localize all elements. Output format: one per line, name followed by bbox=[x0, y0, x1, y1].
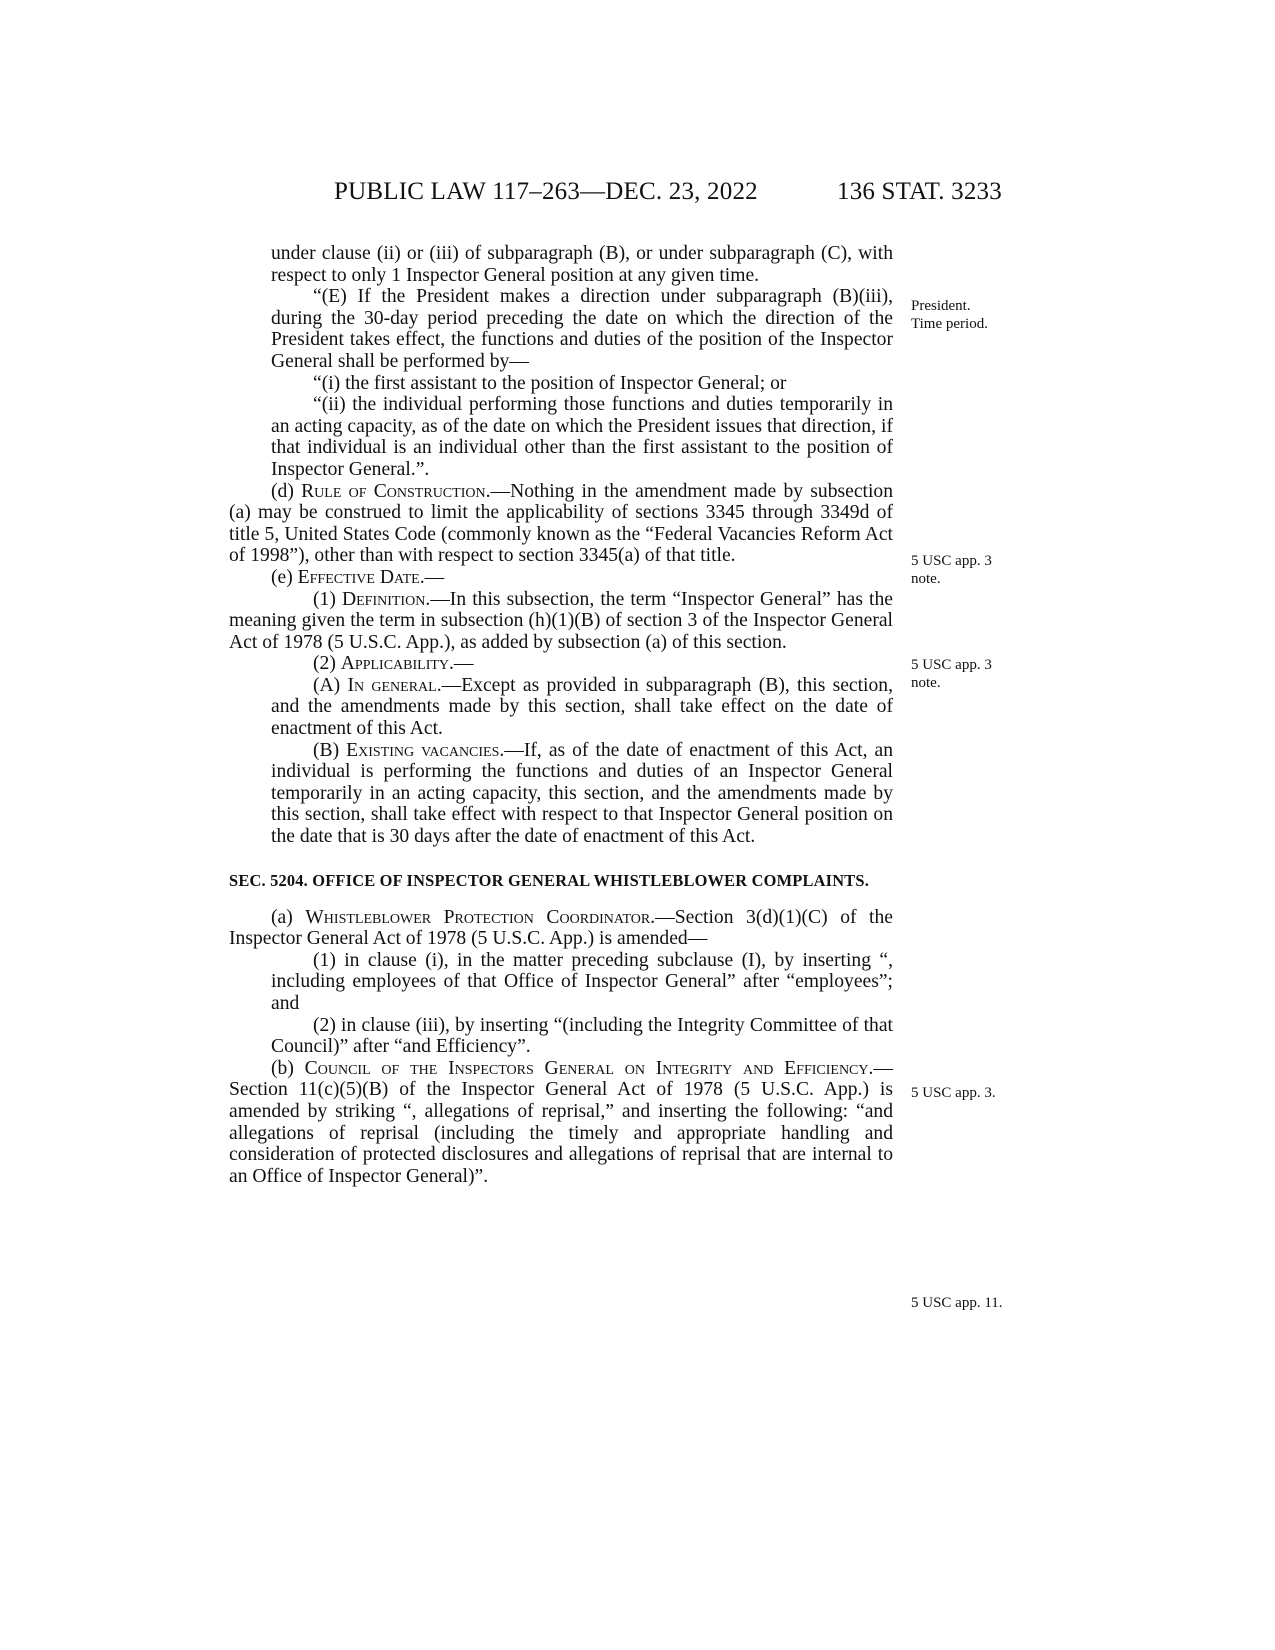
margin-note-usc-a: 5 USC app. 3. bbox=[911, 1085, 996, 1101]
margin-note-president: President. Time period. bbox=[911, 298, 988, 332]
paragraph-e1: (1) Definition.—In this subsection, the term “Inspector General” has the meaning given the term in subsection (h)(1)(B) of section 3 of the Inspector General Act of 1978 (5 U.S.C. App.), as added by subsection (a) of this section. bbox=[229, 588, 893, 653]
law-text-body bbox=[229, 243, 893, 1187]
paragraph-e2-heading: Applicability bbox=[340, 653, 450, 675]
subparagraph-e: “(E) If the President makes a direction under subparagraph (B)(iii), during the 30-day period preceding the date on which the direction of the President takes effect, the functions and duties of the position of the Inspector General shall be performed by— bbox=[271, 286, 893, 372]
margin-note-usc-e: 5 USC app. 3 note. bbox=[911, 657, 992, 691]
subsection-b-heading: Council of the Inspectors General on Integrity and Efficiency bbox=[304, 1057, 869, 1079]
subsection-a-heading: Whistleblower Protection Coordinator bbox=[305, 906, 651, 928]
margin-note-usc-d: 5 USC app. 3 note. bbox=[911, 553, 992, 587]
subsection-d: (d) Rule of Construction.—Nothing in the amendment made by subsection (a) may be construed to limit the applicability of sections 3345 through 3349d of title 5, United States Code (commonly known as the “Federal Vacancies Reform Act of 1998”), other than with respect to section 3345(a) of that title. bbox=[229, 480, 893, 567]
clause-i: “(i) the first assistant to the position of Inspector General; or bbox=[313, 372, 787, 394]
subparagraph-e2a-heading: In general bbox=[347, 674, 437, 696]
page-header bbox=[334, 178, 1034, 218]
paragraph-e2: (2) Applicability.— bbox=[313, 653, 474, 675]
section-5204-heading: SEC. 5204. OFFICE OF INSPECTOR GENERAL WHISTLEBLOWER COMPLAINTS. bbox=[229, 870, 870, 890]
subparagraph-e2b-heading: Existing vacancies bbox=[346, 739, 500, 761]
paragraph-a2: (2) in clause (iii), by inserting “(including the Integrity Committee of that Council)” after “and Efficiency”. bbox=[271, 1014, 893, 1058]
statute-page-reference: 136 STAT. 3233 bbox=[837, 178, 1002, 205]
subparagraph-e2b: (B) Existing vacancies.—If, as of the date of enactment of this Act, an individual is performing the functions and duties of an Inspector General temporarily in an acting capacity, this section, and the amendments made by this section, shall take effect with respect to that Inspector General position on the date that is 30 days after the date of enactment of this Act. bbox=[271, 739, 893, 848]
clause-ii: “(ii) the individual performing those functions and duties temporarily in an acting capacity, as of the date on which the President issues that direction, if that individual is an individual other than the first assistant to the position of Inspector General.”. bbox=[271, 394, 893, 480]
paragraph-a1: (1) in clause (i), in the matter preceding subclause (I), by inserting “, including employees of that Office of Inspector General” after “employees”; and bbox=[271, 949, 893, 1014]
subparagraph-e2a: (A) In general.—Except as provided in subparagraph (B), this section, and the amendments made by this section, shall take effect on the date of enactment of this Act. bbox=[271, 674, 893, 740]
public-law-citation: PUBLIC LAW 117–263—DEC. 23, 2022 bbox=[334, 178, 758, 205]
subsection-d-heading: Rule of Construction bbox=[301, 480, 486, 502]
subsection-b: (b) Council of the Inspectors General on Integrity and Efficiency.—Section 11(c)(5)(B) of the Inspector General Act of 1978 (5 U.S.C. App.) is amended by striking “, allegations of reprisal,” and inserting the following: “and allegations of reprisal (including the timely and appropriate handling and consideration of protected disclosures and allegations of reprisal that are internal to an Office of Inspector General)”. bbox=[229, 1057, 894, 1187]
subsection-a: (a) Whistleblower Protection Coordinator.—Section 3(d)(1)(C) of the Inspector General Act of 1978 (5 U.S.C. App.) is amended— bbox=[229, 906, 893, 950]
continued-paragraph: under clause (ii) or (iii) of subparagraph (B), or under subparagraph (C), with respect to only 1 Inspector General position at any given time. bbox=[271, 243, 893, 286]
margin-note-usc-b: 5 USC app. 11. bbox=[911, 1295, 1003, 1311]
subsection-e-heading: Effective Date bbox=[297, 566, 420, 588]
paragraph-e1-heading: Definition bbox=[341, 588, 426, 610]
subsection-e: (e) Effective Date.— bbox=[271, 566, 445, 588]
